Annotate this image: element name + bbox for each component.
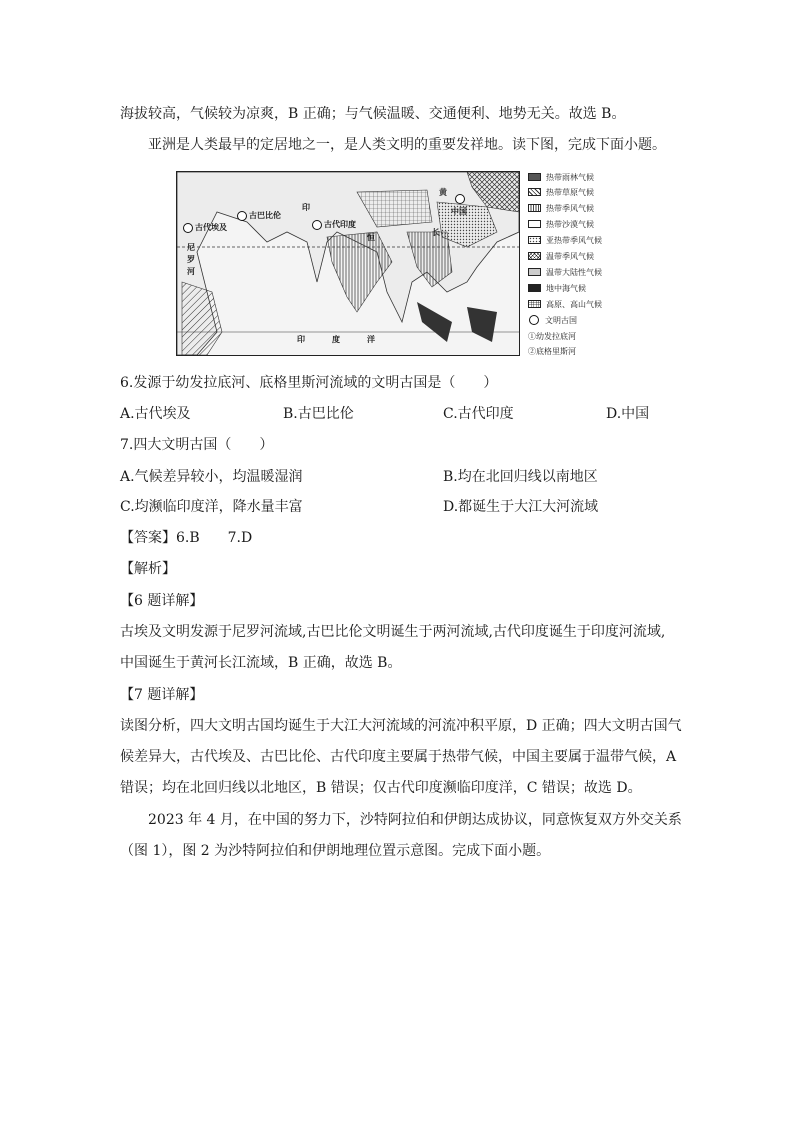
civ-china-marker [455, 194, 465, 204]
yangtze-label: 长 [432, 227, 440, 237]
paragraph-4: （图 1），图 2 为沙特阿拉伯和伊朗地理位置示意图。完成下面小题。 [120, 843, 551, 859]
q6-option-d[interactable]: D.中国 [606, 406, 650, 422]
ocean-label-2: 度 [332, 334, 340, 344]
q7-detail-line-1: 读图分析，四大文明古国均诞生于大江大河流域的河流冲积平原，D 正确；四大文明古国气 [120, 718, 682, 734]
nile-label-1: 尼 [187, 242, 195, 252]
legend-item: 亚热带季风气候 [528, 235, 602, 245]
ocean-label-3: 洋 [367, 334, 375, 344]
legend-item: ①幼发拉底河 [528, 331, 576, 341]
map-graphic [177, 172, 519, 355]
legend-item: ②底格里斯河 [528, 346, 576, 356]
civ-babylon-marker [237, 211, 247, 221]
legend-item: 温带季风气候 [528, 251, 594, 261]
q6-option-b[interactable]: B.古巴比伦 [283, 406, 354, 422]
answer: 【答案】6.B 7.D [120, 530, 253, 546]
q7-option-c[interactable]: C.均濒临印度洋，降水量丰富 [120, 499, 303, 515]
civ-china-label: 中国 [451, 206, 467, 216]
q7-option-d[interactable]: D.都诞生于大江大河流域 [443, 499, 599, 515]
q6-detail-line-2: 中国诞生于黄河长江流域，B 正确，故选 B。 [120, 655, 402, 671]
civ-babylon-label: 古巴比伦 [249, 210, 281, 220]
civ-india-label: 古代印度 [324, 219, 356, 229]
legend-item: 热带雨林气候 [528, 172, 594, 182]
analysis-heading: 【解析】 [120, 561, 176, 577]
nile-label-2: 罗 [187, 254, 195, 264]
paragraph-1: 海拔较高，气候较为凉爽，B 正确；与气候温暖、交通便利、地势无关。故选 B。 [120, 106, 626, 122]
yellow-river-label: 黄 [439, 187, 447, 197]
asia-climate-map [176, 171, 520, 356]
civ-india-marker [312, 220, 322, 230]
question-7: 7.四大文明古国（ ） [120, 437, 274, 453]
legend-item: 高原、高山气候 [528, 299, 602, 309]
legend-item: 温带大陆性气候 [528, 267, 602, 277]
civ-egypt-label: 古代埃及 [195, 222, 227, 232]
legend-item: 地中海气候 [528, 283, 586, 293]
q7-detail-line-2: 候差异大，古代埃及、古巴比伦、古代印度主要属于热带气候，中国主要属于温带气候，A [120, 749, 677, 765]
q6-option-a[interactable]: A.古代埃及 [120, 406, 191, 422]
q6-detail-line-1: 古埃及文明发源于尼罗河流域,古巴比伦文明诞生于两河流域,古代印度诞生于印度河流域, [120, 624, 666, 640]
civ-egypt-marker [183, 223, 193, 233]
legend-item: 热带草原气候 [528, 187, 594, 197]
question-6: 6.发源于幼发拉底河、底格里斯河流域的文明古国是（ ） [120, 375, 498, 391]
legend-item: 热带季风气候 [528, 203, 594, 213]
ocean-label-1: 印 [297, 334, 305, 344]
ganges-label: 恒 [367, 232, 375, 242]
q6-detail-heading: 【6 题详解】 [120, 593, 204, 609]
indus-label: 印 [302, 202, 310, 212]
legend-item: 文明古国 [528, 315, 577, 325]
paragraph-3: 2023 年 4 月，在中国的努力下，沙特阿拉伯和伊朗达成协议，同意恢复双方外交关系 [148, 812, 682, 828]
nile-label-3: 河 [187, 266, 195, 276]
map-legend [528, 172, 648, 356]
q7-option-a[interactable]: A.气候差异较小，均温暖湿润 [120, 469, 303, 485]
q6-option-c[interactable]: C.古代印度 [443, 406, 514, 422]
q7-detail-heading: 【7 题详解】 [120, 687, 204, 703]
paragraph-2: 亚洲是人类最早的定居地之一，是人类文明的重要发祥地。读下图，完成下面小题。 [148, 137, 666, 153]
q7-option-b[interactable]: B.均在北回归线以南地区 [443, 469, 598, 485]
legend-item: 热带沙漠气候 [528, 219, 594, 229]
q7-detail-line-3: 错误；均在北回归线以北地区，B 错误；仅古代印度濒临印度洋，C 错误；故选 D。 [120, 780, 642, 796]
